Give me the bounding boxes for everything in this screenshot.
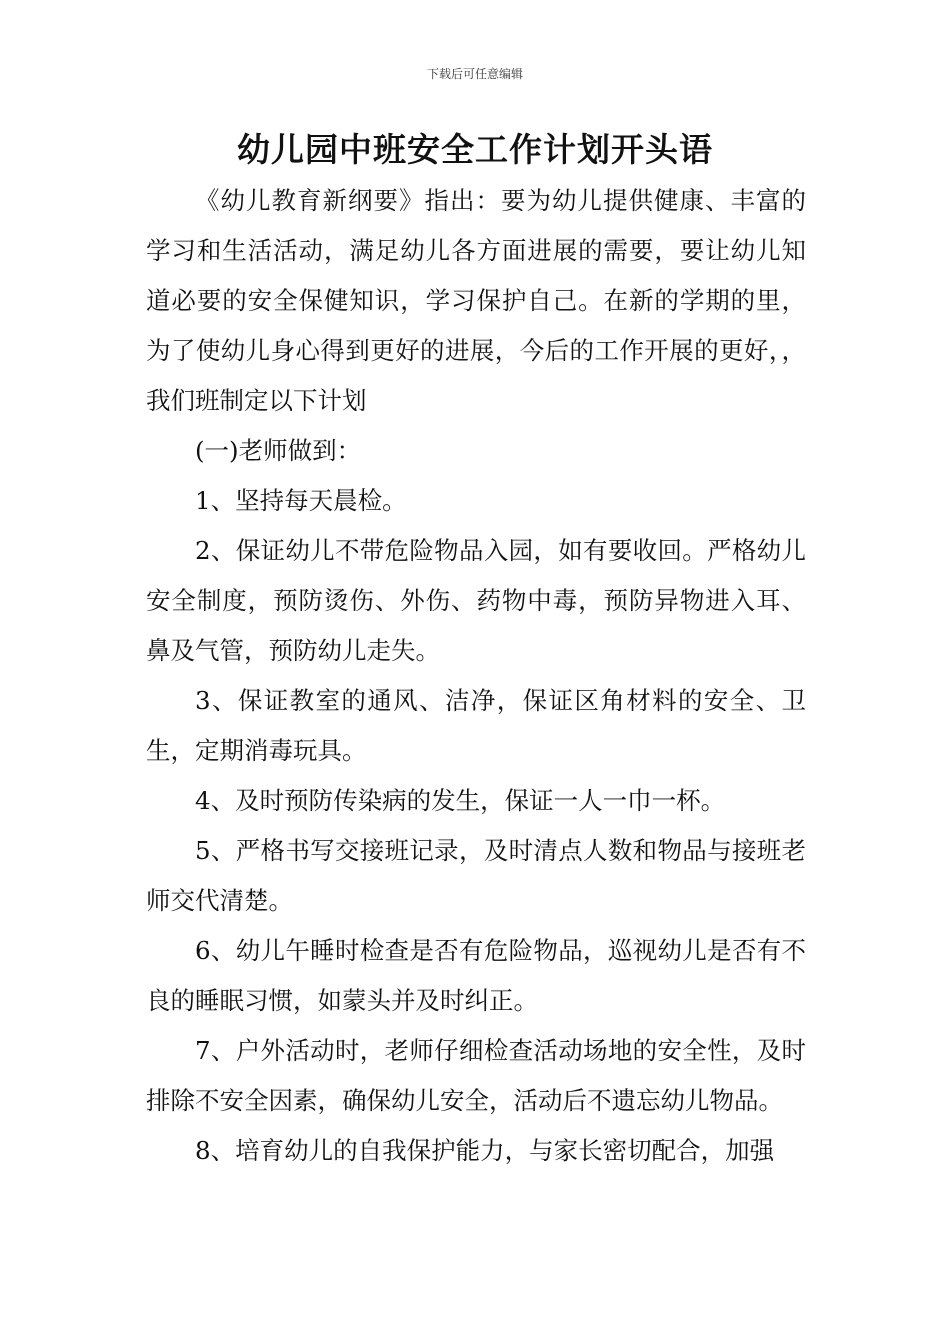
paragraph-item-7: 7、户外活动时，老师仔细检查活动场地的安全性，及时排除不安全因素，确保幼儿安全，活动后不遗忘幼儿物品。	[146, 1036, 806, 1115]
paragraph-item-8: 8、培育幼儿的自我保护能力，与家长密切配合，加强	[195, 1136, 775, 1165]
paragraph-item-3: 3、保证教室的通风、洁净，保证区角材料的安全、卫生，定期消毒玩具。	[146, 686, 806, 765]
header-note: 下载后可任意编辑	[426, 67, 523, 81]
document-title: 幼儿园中班安全工作计划开头语	[237, 130, 713, 169]
paragraph-item-4: 4、及时预防传染病的发生，保证一人一巾一杯。	[195, 786, 726, 815]
document-body	[146, 176, 806, 1176]
paragraph-intro: 《幼儿教育新纲要》指出：要为幼儿提供健康、丰富的学习和生活活动，满足幼儿各方面进展的需要，要让幼儿知道必要的安全保健知识，学习保护自己。在新的学期的里，为了使幼儿身心得到更好的进展，今后的工作开展的更好，，我们班制定以下计划	[146, 186, 806, 415]
paragraph-item-2: 2、保证幼儿不带危险物品入园，如有要收回。严格幼儿安全制度，预防烫伤、外伤、药物中毒，预防异物进入耳、鼻及气管，预防幼儿走失。	[146, 536, 806, 665]
paragraph-section-heading: (一)老师做到：	[195, 436, 362, 465]
paragraph-item-5: 5、严格书写交接班记录，及时清点人数和物品与接班老师交代清楚。	[146, 836, 806, 915]
paragraph-item-6: 6、幼儿午睡时检查是否有危险物品，巡视幼儿是否有不良的睡眠习惯，如蒙头并及时纠正。	[146, 936, 806, 1015]
paragraph-item-1: 1、坚持每天晨检。	[195, 486, 407, 515]
